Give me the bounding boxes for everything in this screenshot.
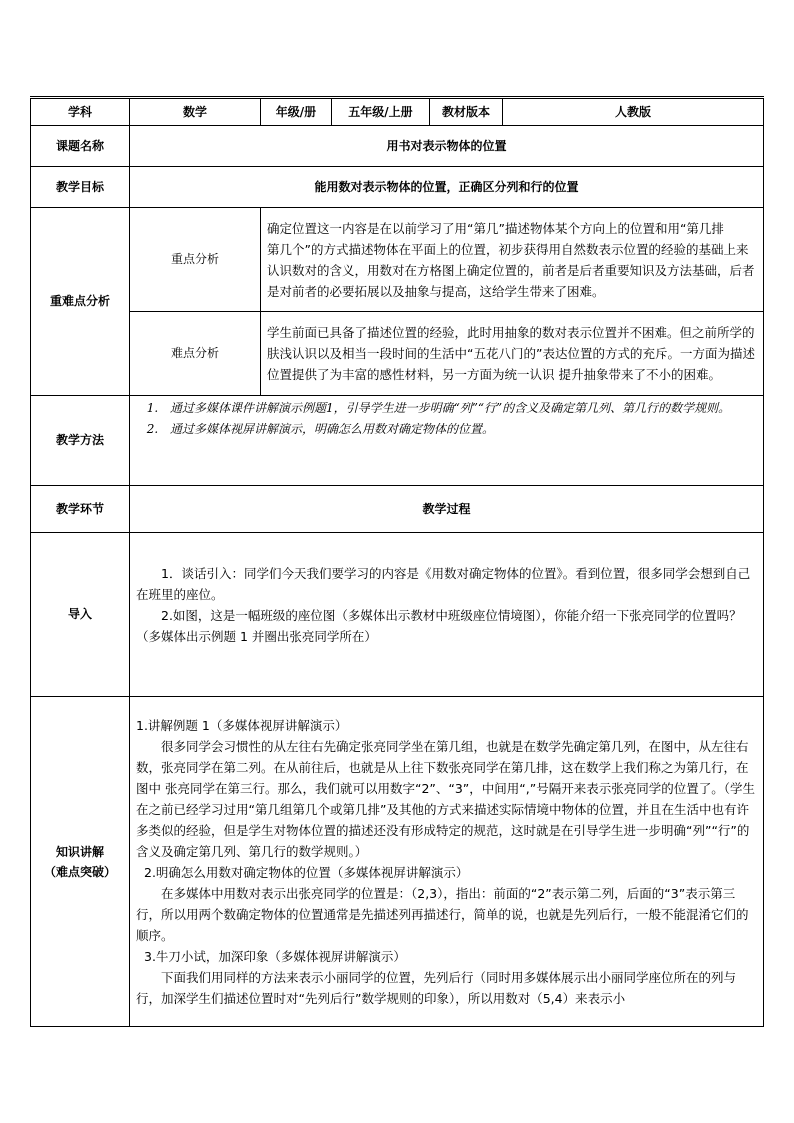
knowledge-content bbox=[130, 697, 764, 1027]
intro-row bbox=[31, 533, 764, 697]
topic-row bbox=[31, 126, 764, 167]
section-3-title: 3.牛刀小试，加深印象（多媒体视屏讲解演示） bbox=[144, 949, 406, 964]
knowledge-row bbox=[31, 697, 764, 1027]
knowledge-label-cell bbox=[31, 697, 130, 1027]
intro-label: 导入 bbox=[31, 533, 130, 697]
key-analysis-text bbox=[261, 208, 764, 312]
methods-label: 教学方法 bbox=[31, 396, 130, 486]
grade-label: 年级/册 bbox=[261, 98, 332, 126]
process-label: 教学过程 bbox=[130, 486, 764, 533]
hard-analysis-text bbox=[261, 312, 764, 396]
intro-paragraph-1: 1．谈话引入：同学们今天我们要学习的内容是《用数对确定物体的位置》。看到位置，很多同学会想到自己在班里的座位。 bbox=[136, 566, 751, 602]
edition-value: 人教版 bbox=[503, 98, 764, 126]
lesson-plan-table bbox=[30, 96, 764, 1027]
section-3-text: 下面我们用同样的方法来表示小丽同学的位置，先列后行（同时用多媒体展示出小丽同学座位所在的列与行，加深学生们描述位置时对“先列后行”数学规则的印象），所以用数对（5,4）来表示小 bbox=[136, 970, 737, 1006]
process-header-row bbox=[31, 486, 764, 533]
intro-paragraph-2: 2.如图，这是一幅班级的座位图（多媒体出示教材中班级座位情境图），你能介绍一下张亮同学的位置吗？（多媒体出示例题 1 并圈出张亮同学所在） bbox=[136, 608, 742, 644]
method-item: 1. 通过多媒体课件讲解演示例题1，引导学生进一步明确“列”“行”的含义及确定第几列、第几行的数学规则。 bbox=[162, 398, 757, 419]
goal-value: 能用数对表示物体的位置，正确区分列和行的位置 bbox=[130, 167, 764, 208]
key-analysis-label: 重点分析 bbox=[130, 208, 261, 312]
section-2-text: 在多媒体中用数对表示出张亮同学的位置是：（2,3），指出：前面的“2”表示第二列，后面的“3”表示第三行，所以用两个数确定物体的位置通常是先描述列再描述行，简单的说，也就是先列后行，一般不能混淆它们的顺序。 bbox=[136, 886, 749, 943]
topic-value: 用书对表示物体的位置 bbox=[130, 126, 764, 167]
knowledge-sublabel: （难点突破） bbox=[43, 864, 116, 879]
grade-value: 五年级/上册 bbox=[332, 98, 430, 126]
subject-value: 数学 bbox=[130, 98, 261, 126]
analysis-label: 重难点分析 bbox=[31, 208, 130, 396]
section-1-title: 1.讲解例题 1（多媒体视屏讲解演示） bbox=[136, 718, 348, 733]
goal-row bbox=[31, 167, 764, 208]
hard-analysis-label: 难点分析 bbox=[130, 312, 261, 396]
edition-label: 教材版本 bbox=[430, 98, 503, 126]
topic-label: 课题名称 bbox=[31, 126, 130, 167]
goal-label: 教学目标 bbox=[31, 167, 130, 208]
hard-analysis-row bbox=[31, 312, 764, 396]
methods-content bbox=[130, 396, 764, 486]
key-analysis-paragraph: 确定位置这一内容是在以前学习了用“第几”描述物体某个方向上的位置和用“第几排 第几个”的方式描述物体在平面上的位置，初步获得用自然数表示位置的经验的基础上来认识数对的含义，用数对在方格图上确定位置的，前者是后者重要知识及方法基础，后者是对前者的必要拓展以及抽象与提高，这给学生带来了困难。 bbox=[267, 220, 755, 299]
intro-content bbox=[130, 533, 764, 697]
methods-list bbox=[136, 398, 757, 440]
subject-label: 学科 bbox=[31, 98, 130, 126]
methods-row bbox=[31, 396, 764, 486]
key-analysis-row bbox=[31, 208, 764, 312]
section-2-title: 2.明确怎么用数对确定物体的位置（多媒体视屏讲解演示） bbox=[144, 865, 469, 880]
method-item: 2. 通过多媒体视屏讲解演示，明确怎么用数对确定物体的位置。 bbox=[162, 419, 757, 440]
hard-analysis-paragraph: 学生前面已具备了描述位置的经验，此时用抽象的数对表示位置并不困难。但之前所学的肤浅认识以及相当一段时间的生活中“五花八门的”表达位置的方式的充斥。一方面为描述位置提供了为丰富的感性材料，另一方面为统一认识 提升抽象带来了不小的困难。 bbox=[267, 325, 755, 382]
section-1-text: 很多同学会习惯性的从左往右先确定张亮同学坐在第几组，也就是在数学先确定第几列，在图中，从左往右数，张亮同学在第二列。在从前往后，也就是从上往下数张亮同学在第几排，这在数学上我们称之为第几行，在图中 张亮同学在第三行。那么，我们就可以用数字“2”、“3”，中间用“,”号隔开来表示张亮同学的位置了。（学生在之前已经学习过用“第几组第几个或第几排”及其他的方式来描述实际情境中物体的位置，并且在生活中也有许多类似的经验，但是学生对物体位置的描述还没有形成特定的规范，这时就是在引导学生进一步明确“列”“行”的含义及确定第几列、第几行的数学规则。） bbox=[136, 739, 755, 859]
process-step-label: 教学环节 bbox=[31, 486, 130, 533]
knowledge-label: 知识讲解 bbox=[55, 844, 104, 859]
header-row bbox=[31, 98, 764, 126]
